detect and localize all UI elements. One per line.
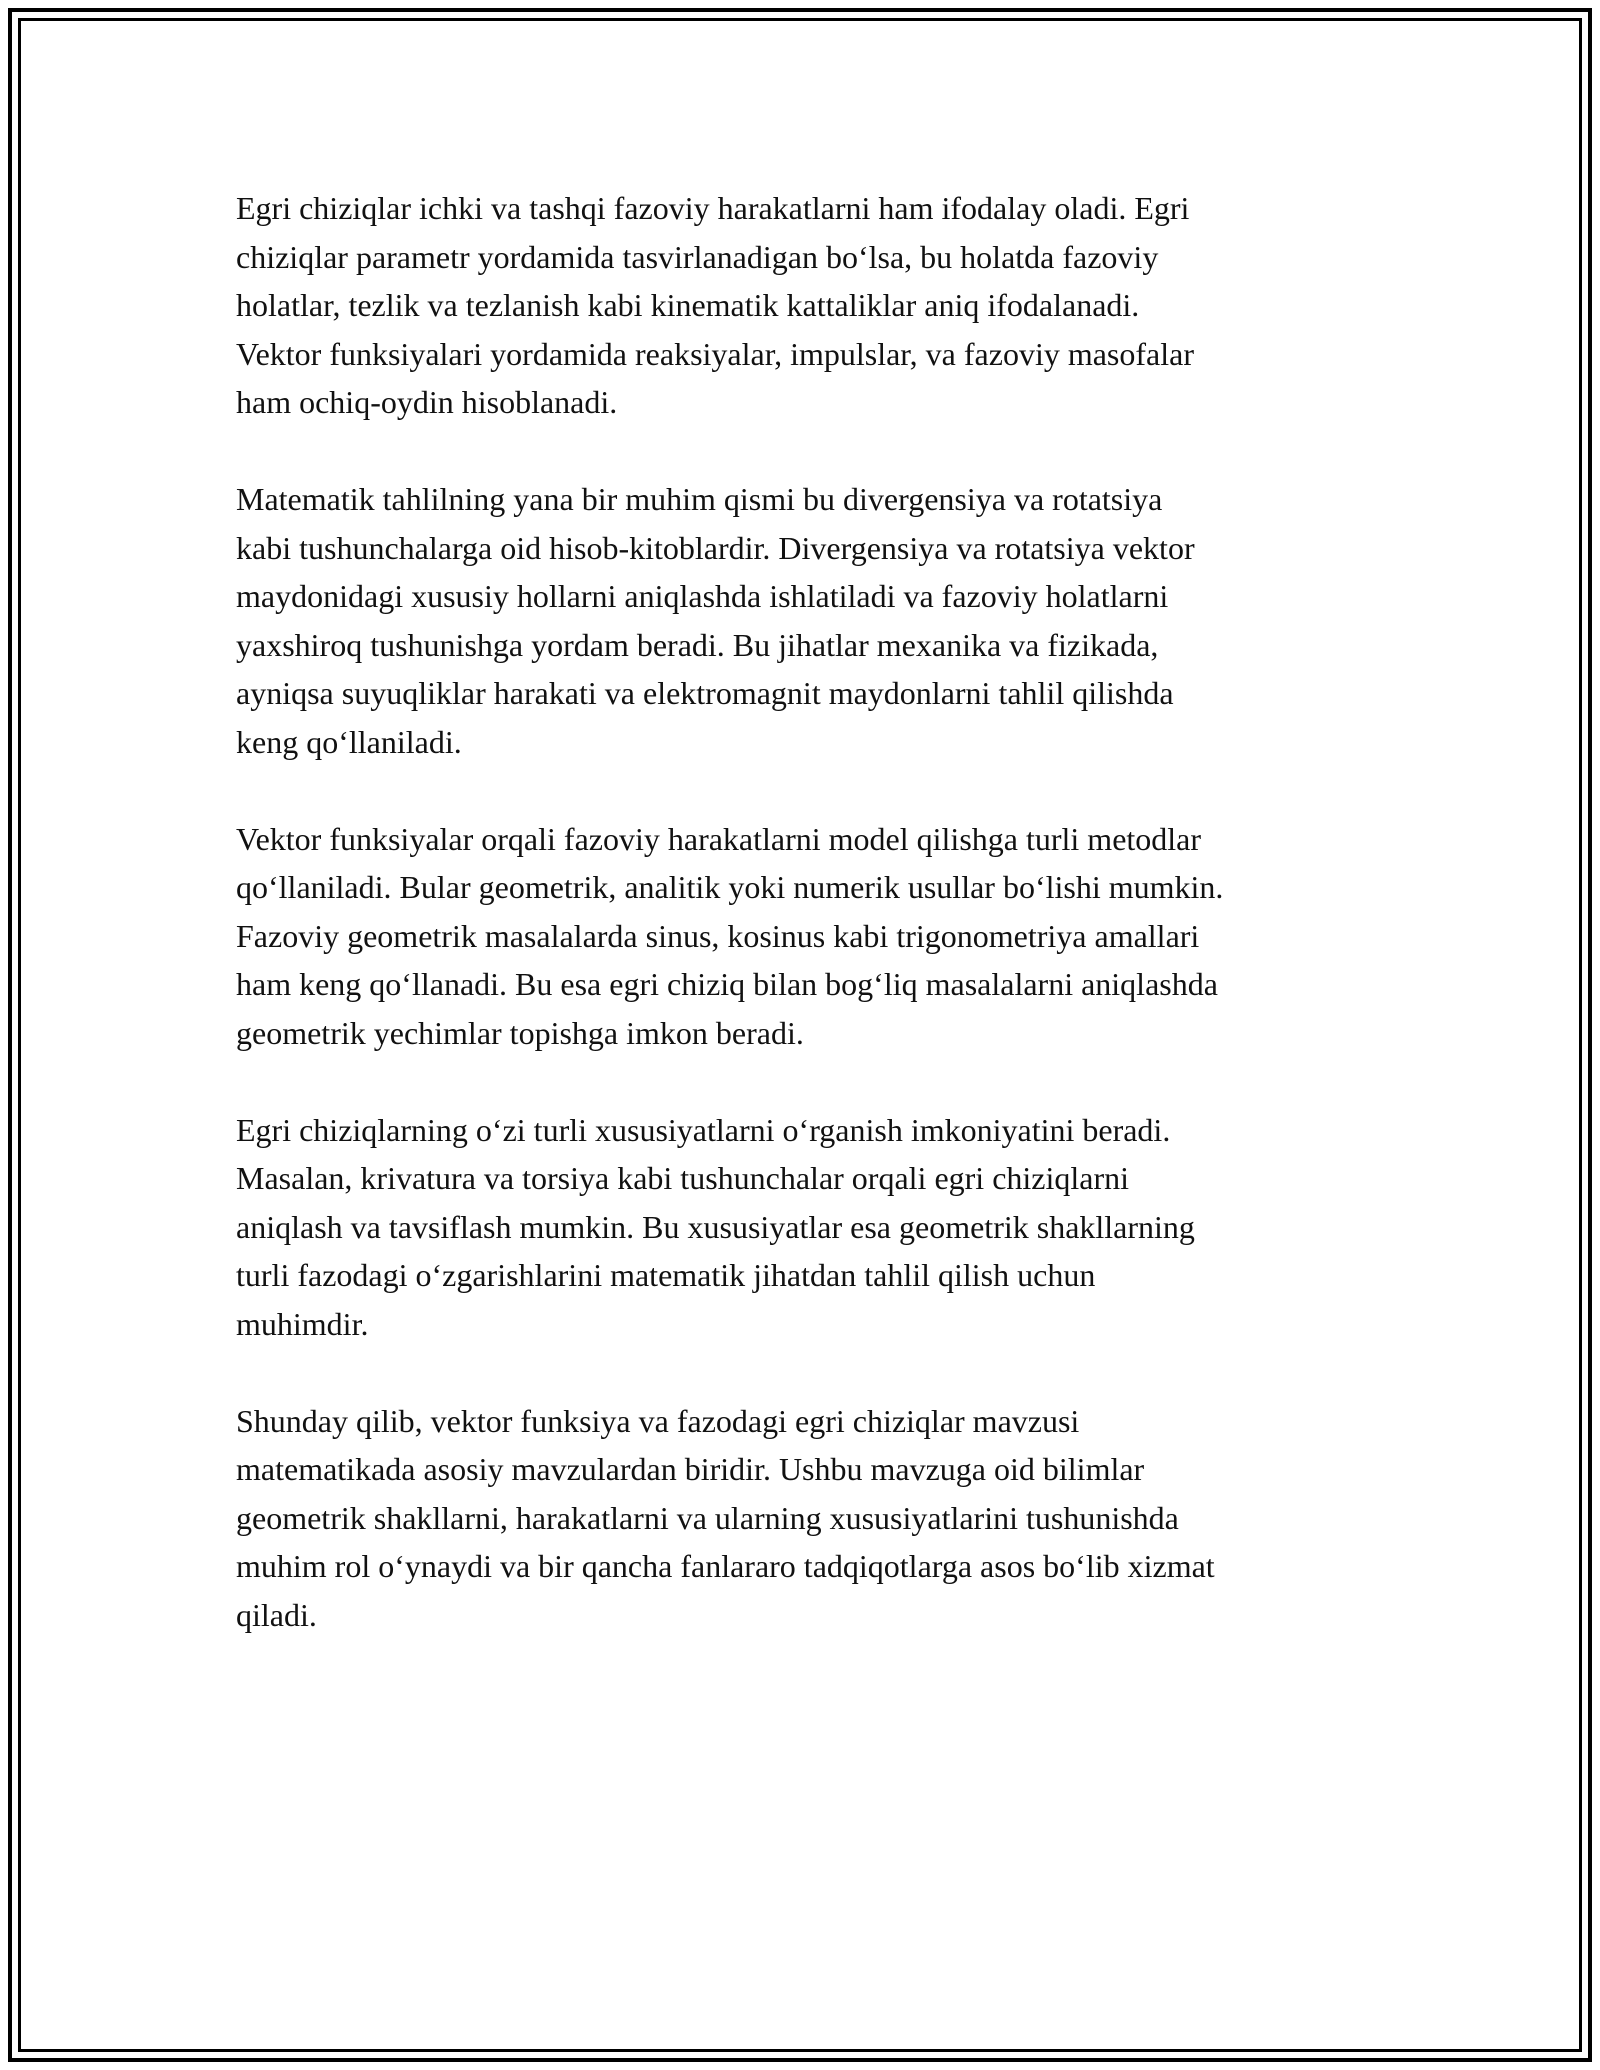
- paragraph-2: Matematik tahlilning yana bir muhim qismi bu divergensiya va rotatsiya kabi tushunchalarga oid hisob-kitoblardir. Divergensiya va rotatsiya vektor maydonidagi xususiy hollarni aniqlashda ishlatiladi va fazoviy holatlarni yaxshiroq tushunishga yordam beradi. Bu jihatlar mexanika va fizikada, ayniqsa suyuqliklar harakati va elektromagnit maydonlarni tahlil qilishda keng qoʻllaniladi.: [236, 481, 1195, 760]
- paragraph-1: Egri chiziqlar ichki va tashqi fazoviy harakatlarni ham ifodalay oladi. Egri chiziqlar parametr yordamida tasvirlanadigan boʻlsa, bu holatda fazoviy holatlar, tezlik va tezlanish kabi kinematik kattaliklar aniq ifodalanadi. Vektor funksiyalari yordamida reaksiyalar, impulslar, va fazoviy masofalar ham ochiq-oydin hisoblanadi.: [236, 190, 1194, 420]
- paragraph-4: Egri chiziqlarning oʻzi turli xususiyatlarni oʻrganish imkoniyatini beradi. Masalan, krivatura va torsiya kabi tushunchalar orqali egri chiziqlarni aniqlash va tavsiflash mumkin. Bu xususiyatlar esa geometrik shakllarning turli fazodagi oʻzgarishlarini matematik jihatdan tahlil qilish uchun muhimdir.: [236, 1111, 1195, 1342]
- document-body: [236, 184, 1386, 1688]
- paragraph-3: Vektor funksiyalar orqali fazoviy harakatlarni model qilishga turli metodlar qoʻllaniladi. Bular geometrik, analitik yoki numerik usullar boʻlishi mumkin. Fazoviy geometrik masalalarda sinus, kosinus kabi trigonometriya amallari ham keng qoʻllanadi. Bu esa egri chiziq bilan bogʻliq masalalarni aniqlashda geometrik yechimlar topishga imkon beradi.: [236, 820, 1224, 1051]
- paragraph-5: Shunday qilib, vektor funksiya va fazodagi egri chiziqlar mavzusi matematikada asosiy mavzulardan biridir. Ushbu mavzuga oid bilimlar geometrik shakllarni, harakatlarni va ularning xususiyatlarini tushunishda muhim rol oʻynaydi va bir qancha fanlararo tadqiqotlarga asos boʻlib xizmat qiladi.: [236, 1402, 1215, 1633]
